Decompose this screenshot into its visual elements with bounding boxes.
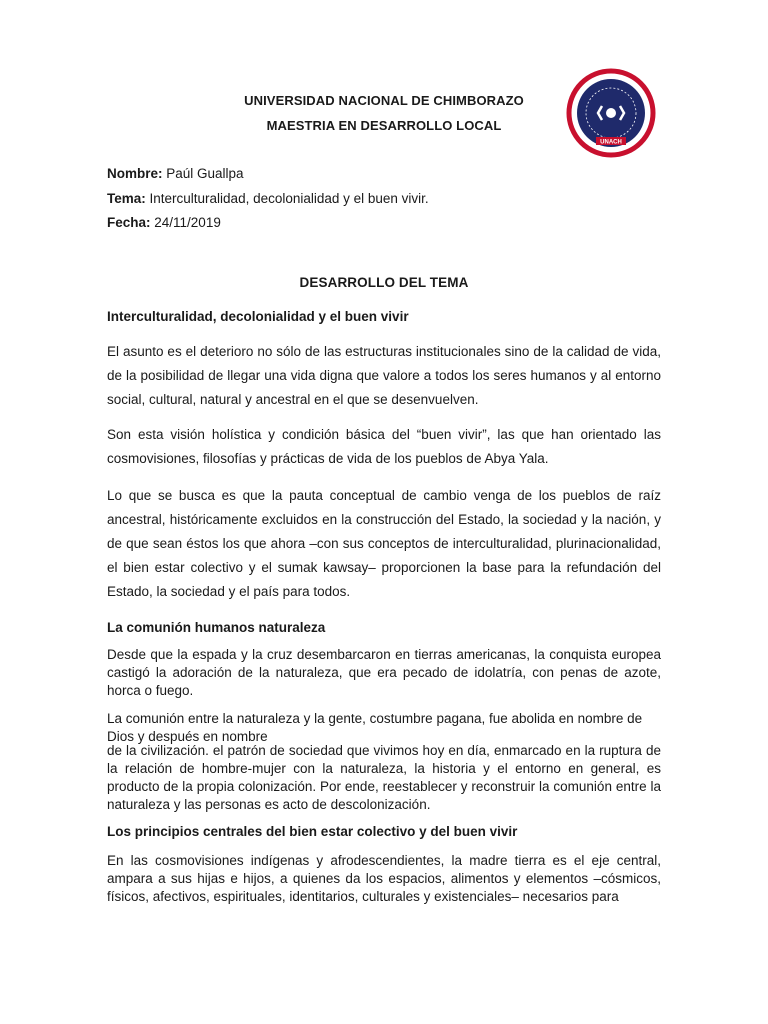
- paragraph: La comunión entre la naturaleza y la gente, costumbre pagana, fue abolida en nombre de Dios y después en nombre: [107, 711, 643, 744]
- section-heading: Interculturalidad, decolonialidad y el buen vivir: [107, 309, 409, 324]
- section-heading: Los principios centrales del bien estar colectivo y del buen vivir: [107, 824, 518, 839]
- tema-label: Tema:: [107, 191, 146, 206]
- section-heading: La comunión humanos naturaleza: [107, 620, 326, 635]
- section-title: DESARROLLO DEL TEMA: [299, 275, 469, 290]
- paragraph: Son esta visión holística y condición básica del “buen vivir”, las que han orientado las cosmovisiones, filosofías y prácticas de vida de los pueblos de Abya Yala.: [107, 427, 661, 466]
- university-title: UNIVERSIDAD NACIONAL DE CHIMBORAZO: [244, 93, 524, 108]
- paragraph: En las cosmovisiones indígenas y afrodescendientes, la madre tierra es el eje central, ampara a sus hijas e hijos, a quienes da los espacios, alimentos y elementos –cósmicos, físicos, afectivos, espirituales, identitarios, culturales y existenciales– necesarios para: [107, 853, 661, 904]
- nombre-field: [107, 166, 244, 181]
- paragraph: Desde que la espada y la cruz desembarcaron en tierras americanas, la conquista europea castigó la adoración de la naturaleza, que era pecado de idolatría, con penas de azote, horca o fuego.: [107, 647, 661, 698]
- university-seal-icon: [566, 68, 656, 158]
- tema-value: Interculturalidad, decolonialidad y el buen vivir.: [145, 191, 429, 206]
- paragraph: de la civilización. el patrón de sociedad que vivimos hoy en día, enmarcado en la ruptura de la relación de hombre-mujer con la naturaleza, la historia y el entorno en general, es producto de la propia colonización. Por ende, reestablecer y reconstruir la comunión entre la naturaleza y las personas es acto de descolonización.: [107, 743, 661, 812]
- fecha-value: 24/11/2019: [150, 215, 221, 230]
- paragraph: El asunto es el deterioro no sólo de las estructuras institucionales sino de la calidad de vida, de la posibilidad de llegar una vida digna que valore a todos los seres humanos y al entorno social, cultural, natural y ancestral en el que se desenvuelven.: [107, 344, 661, 407]
- fecha-label: Fecha:: [107, 215, 151, 230]
- seal-text: UNACH: [600, 139, 622, 146]
- paragraph: Lo que se busca es que la pauta conceptual de cambio venga de los pueblos de raíz ancestral, históricamente excluidos en la construcción del Estado, la sociedad y la nación, y de que sean éstos los que ahora –con sus conceptos de interculturalidad, plurinacionalidad, el bien estar colectivo y el sumak kawsay– proporcionen la base para la refundación del Estado, la sociedad y el país para todos.: [107, 488, 661, 599]
- program-title: MAESTRIA EN DESARROLLO LOCAL: [266, 118, 502, 133]
- fecha-field: [107, 215, 221, 230]
- nombre-label: Nombre:: [107, 166, 163, 181]
- tema-field: [107, 191, 429, 206]
- nombre-value: Paúl Guallpa: [162, 166, 244, 181]
